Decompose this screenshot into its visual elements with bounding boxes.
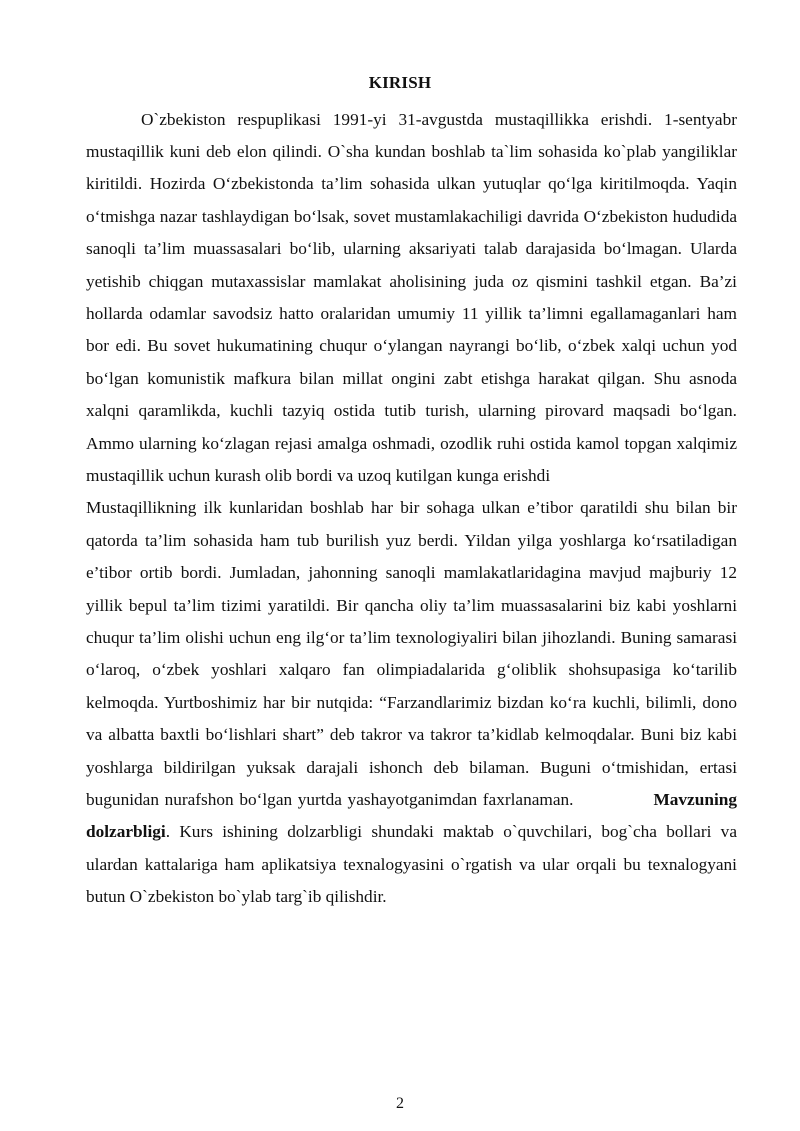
paragraph-independence <box>86 492 737 913</box>
page-number: 2 <box>396 1095 404 1112</box>
body-text <box>86 104 737 914</box>
relevance-heading: Mavzuning dolzarbligi <box>86 790 737 842</box>
page-title: KIRISH <box>368 73 432 92</box>
paragraph-introduction: O`zbekiston respuplikasi 1991-yi 31-avgustda mustaqillikka erishdi. 1-sentyabr mustaqillik kuni deb elon qilindi. O`sha kundan boshlab ta`lim sohasida ko`plab yangiliklar kiritildi. Hozirda O‘zbekistonda ta’lim sohasida ulkan yutuqlar qo‘lga kiritilmoqda. Yaqin o‘tmishga nazar tashlaydigan bo‘lsak, sovet mustamlakachiligi davrida O‘zbekiston hududida sanoqli ta’lim muassasalari bo‘lib, ularning aksariyati talab darajasida bo‘lmagan. Ularda yetishib chiqgan mutaxassislar mamlakat aholisining juda oz qismini tashkil etgan. Ba’zi hollarda odamlar savodsiz hatto oralaridan umumiy 11 yillik ta’limni egallamaganlari ham bor edi. Bu sovet hukumatining chuqur o‘ylangan nayrangi bo‘lib, o‘zbek xalqi uchun yod bo‘lgan komunistik mafkura bilan millat ongini zabt etishga harakat qilgan. Shu asnoda xalqni qaramlikda, kuchli tazyiq ostida tutib turish, ularning pirovard maqsadi bo‘lgan. Ammo ularning ko‘zlagan rejasi amalga oshmadi, ozodlik ruhi ostida kamol topgan xalqimiz mustaqillik uchun kurash olib bordi va uzoq kutilgan kunga erishdi <box>86 109 737 485</box>
paragraph-independence-text: Mustaqillikning ilk kunlaridan boshlab har bir sohaga ulkan e’tibor qaratildi shu bilan bir qatorda ta’lim sohasida ham tub burilish yuz berdi. Yildan yilga yoshlarga ko‘rsatiladigan e’tibor ortib bordi. Jumladan, jahonning sanoqli mamlakatlaridagina mavjud majburiy 12 yillik bepul ta’lim tizimi yaratildi. Bir qancha oliy ta’lim muassasalarini biz kabi yoshlarni chuqur ta’lim olishi uchun eng ilg‘or ta’lim texnologiyaliri bilan jihozlandi. Buning samarasi o‘laroq, o‘zbek yoshlari xalqaro fan olimpiadalarida g‘oliblik shohsupasiga ko‘tarilib kelmoqda. Yurtboshimiz har bir nutqida: “Farzandlarimiz bizdan ko‘ra kuchli, bilimli, dono va albatta baxtli bo‘lishlari shart” deb takror va takror ta’kidlab kelmoqdalar. Buni biz kabi yoshlarga bildirilgan yuksak darajali ishonch deb bilaman. Buguni o‘tmishidan, ertasi bugunidan nurafshon bo‘lgan yurtda yashayotganimdan faxrlanaman. <box>86 498 737 810</box>
relevance-text: . Kurs ishining dolzarbligi shundaki maktab o`quvchilari, bog`cha bollari va ulardan kattalariga ham aplikatsiya texnalogyasini o`rgatish va ular orqali bu texnalogyani butun O`zbekiston bo`ylab targ`ib qilishdir. <box>86 822 737 907</box>
